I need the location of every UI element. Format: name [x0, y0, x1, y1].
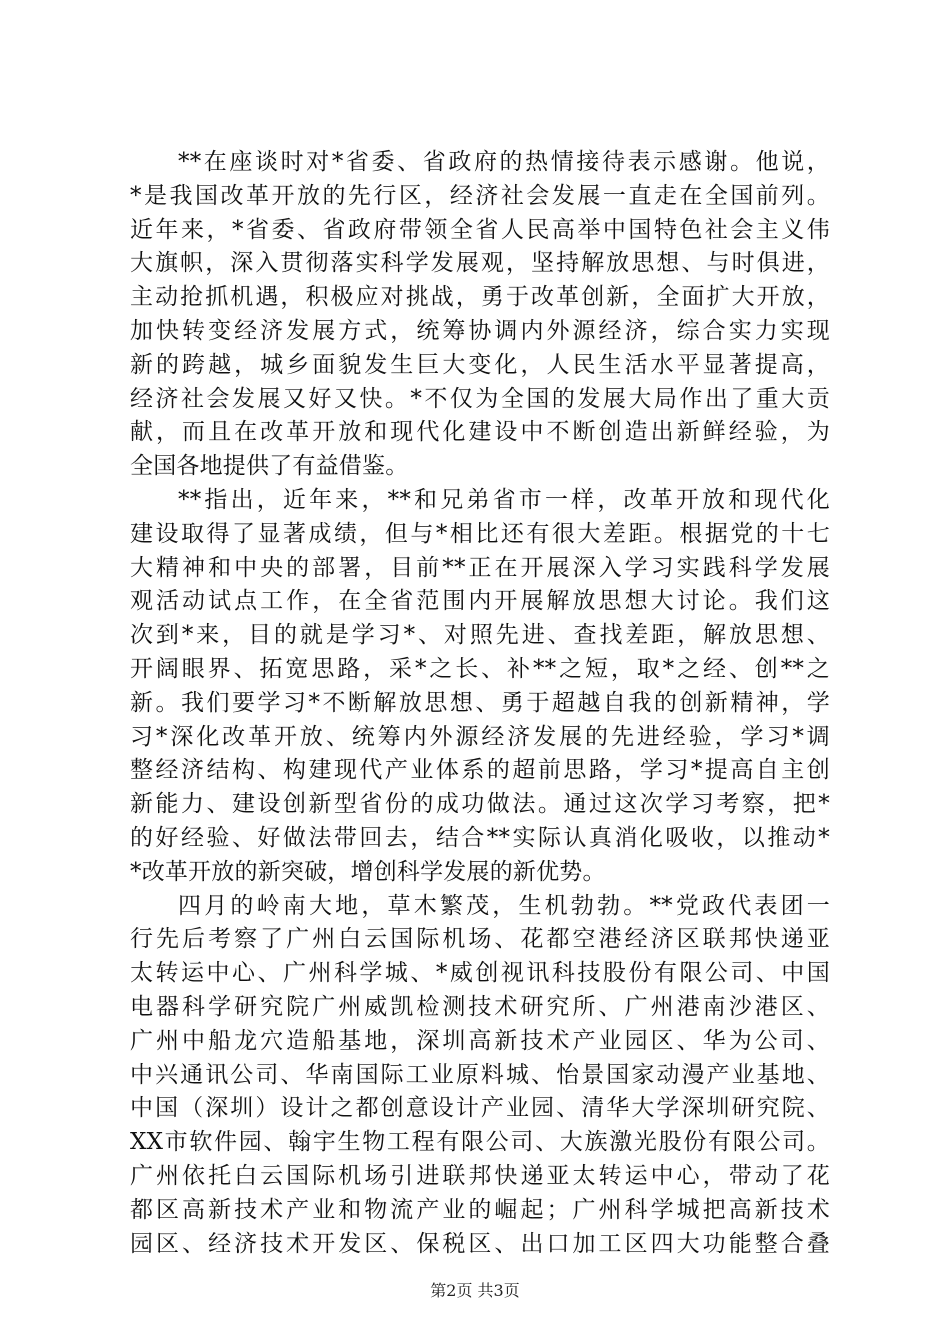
text-line: 观活动试点工作，在全省范围内开展解放思想大讨论。我们这 [130, 588, 830, 615]
text-line: 四月的岭南大地，草木繁茂，生机勃勃。**党政代表团一 [178, 892, 830, 919]
text-line: **在座谈时对*省委、省政府的热情接待表示感谢。他说， [178, 149, 830, 175]
text-line: **指出，近年来，**和兄弟省市一样，改革开放和现代化 [178, 486, 830, 513]
text-line: 园区、经济技术开发区、保税区、出口加工区四大功能整合叠 [130, 1230, 830, 1257]
text-line: 中国（深圳）设计之都创意设计产业园、清华大学深圳研究院、 [130, 1095, 830, 1122]
text-line: 习*深化改革开放、统筹内外源经济发展的先进经验，学习*调 [130, 723, 830, 750]
text-line: 大旗帜，深入贯彻落实科学发展观，坚持解放思想、与时俱进， [130, 250, 830, 277]
text-line: 都区高新技术产业和物流产业的崛起；广州科学城把高新技术 [130, 1196, 830, 1223]
text-line: 全国各地提供了有益借鉴。 [130, 453, 409, 480]
text-line: 太转运中心、广州科学城、*威创视讯科技股份有限公司、中国 [130, 960, 830, 987]
text-line: *改革开放的新突破，增创科学发展的新优势。 [130, 858, 606, 885]
text-line: 加快转变经济发展方式，统筹协调内外源经济，综合实力实现 [130, 317, 830, 344]
text-line: 献，而且在改革开放和现代化建设中不断创造出新鲜经验，为 [130, 419, 830, 446]
text-line: 主动抢抓机遇，积极应对挑战，勇于改革创新，全面扩大开放， [130, 284, 830, 311]
text-line: 广州依托白云国际机场引进联邦快递亚太转运中心，带动了花 [130, 1162, 830, 1189]
body-text [130, 146, 830, 1261]
text-line: 次到*来，目的就是学习*、对照先进、查找差距，解放思想、 [130, 622, 830, 649]
text-line: XX市软件园、翰宇生物工程有限公司、大族激光股份有限公司。 [130, 1129, 830, 1156]
text-line: 大精神和中央的部署，目前**正在开展深入学习实践科学发展 [130, 554, 830, 581]
text-line: 新的跨越，城乡面貌发生巨大变化，人民生活水平显著提高， [130, 351, 830, 378]
text-line: 广州中船龙穴造船基地，深圳高新技术产业园区、华为公司、 [130, 1027, 830, 1054]
text-line: 开阔眼界、拓宽思路，采*之长、补**之短，取*之经、创**之 [130, 655, 830, 682]
text-line: 电器科学研究院广州威凯检测技术研究所、广州港南沙港区、 [130, 993, 830, 1020]
text-line: 中兴通讯公司、华南国际工业原料城、怡景国家动漫产业基地、 [130, 1061, 830, 1088]
text-line: 经济社会发展又好又快。*不仅为全国的发展大局作出了重大贡 [130, 385, 830, 412]
text-line: 新能力、建设创新型省份的成功做法。通过这次学习考察，把* [130, 791, 830, 818]
page-footer: 第2页 共3页 [430, 1281, 520, 1300]
text-line: 近年来，*省委、省政府带领全省人民高举中国特色社会主义伟 [130, 216, 830, 243]
text-line: 行先后考察了广州白云国际机场、花都空港经济区联邦快递亚 [130, 926, 830, 953]
text-line: 建设取得了显著成绩，但与*相比还有很大差距。根据党的十七 [130, 520, 830, 547]
text-line: *是我国改革开放的先行区，经济社会发展一直走在全国前列。 [130, 182, 830, 209]
text-line: 的好经验、好做法带回去，结合**实际认真消化吸收，以推动* [130, 824, 830, 851]
text-line: 新。我们要学习*不断解放思想、勇于超越自我的创新精神，学 [130, 689, 830, 716]
text-line: 整经济结构、构建现代产业体系的超前思路，学习*提高自主创 [130, 757, 830, 784]
